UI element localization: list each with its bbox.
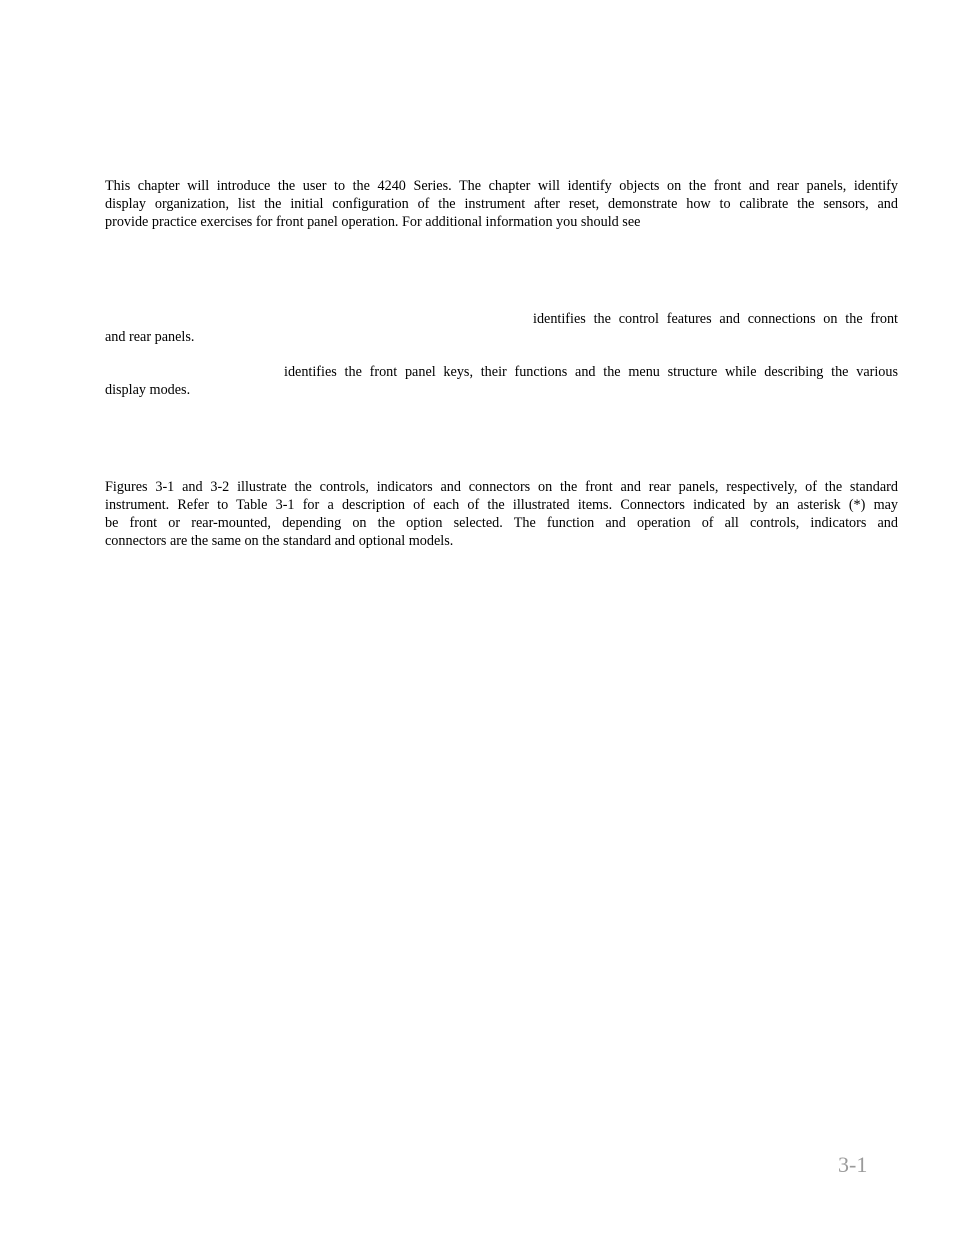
panels-reference-line: and rear panels. <box>105 329 195 345</box>
figures-line: be front or rear-mounted, depending on the option selected. The function and operation of all controls, indicators and <box>105 515 898 531</box>
figures-line: connectors are the same on the standard and optional models. <box>105 533 454 549</box>
keys-reference-paragraph <box>105 363 898 399</box>
keys-reference-line: identifies the front panel keys, their functions and the menu structure while describing the various <box>284 364 898 380</box>
figures-line: Figures 3-1 and 3-2 illustrate the controls, indicators and connectors on the front and rear panels, respectively, of the standard <box>105 479 898 495</box>
intro-line: display organization, list the initial configuration of the instrument after reset, demonstrate how to calibrate the sensors, and <box>105 196 898 212</box>
panels-reference-line: identifies the control features and connections on the front <box>533 311 898 327</box>
intro-line: provide practice exercises for front panel operation. For additional information you should see <box>105 214 641 230</box>
figures-paragraph <box>105 478 898 550</box>
panels-reference-paragraph <box>105 310 898 346</box>
figures-line: instrument. Refer to Table 3-1 for a description of each of the illustrated items. Connectors indicated by an asterisk (*) may <box>105 497 898 513</box>
keys-reference-line: display modes. <box>105 382 191 398</box>
intro-paragraph <box>105 177 898 231</box>
page-number: 3-1 <box>838 1152 868 1177</box>
intro-line: This chapter will introduce the user to the 4240 Series. The chapter will identify objects on the front and rear panels, identify <box>105 178 898 194</box>
